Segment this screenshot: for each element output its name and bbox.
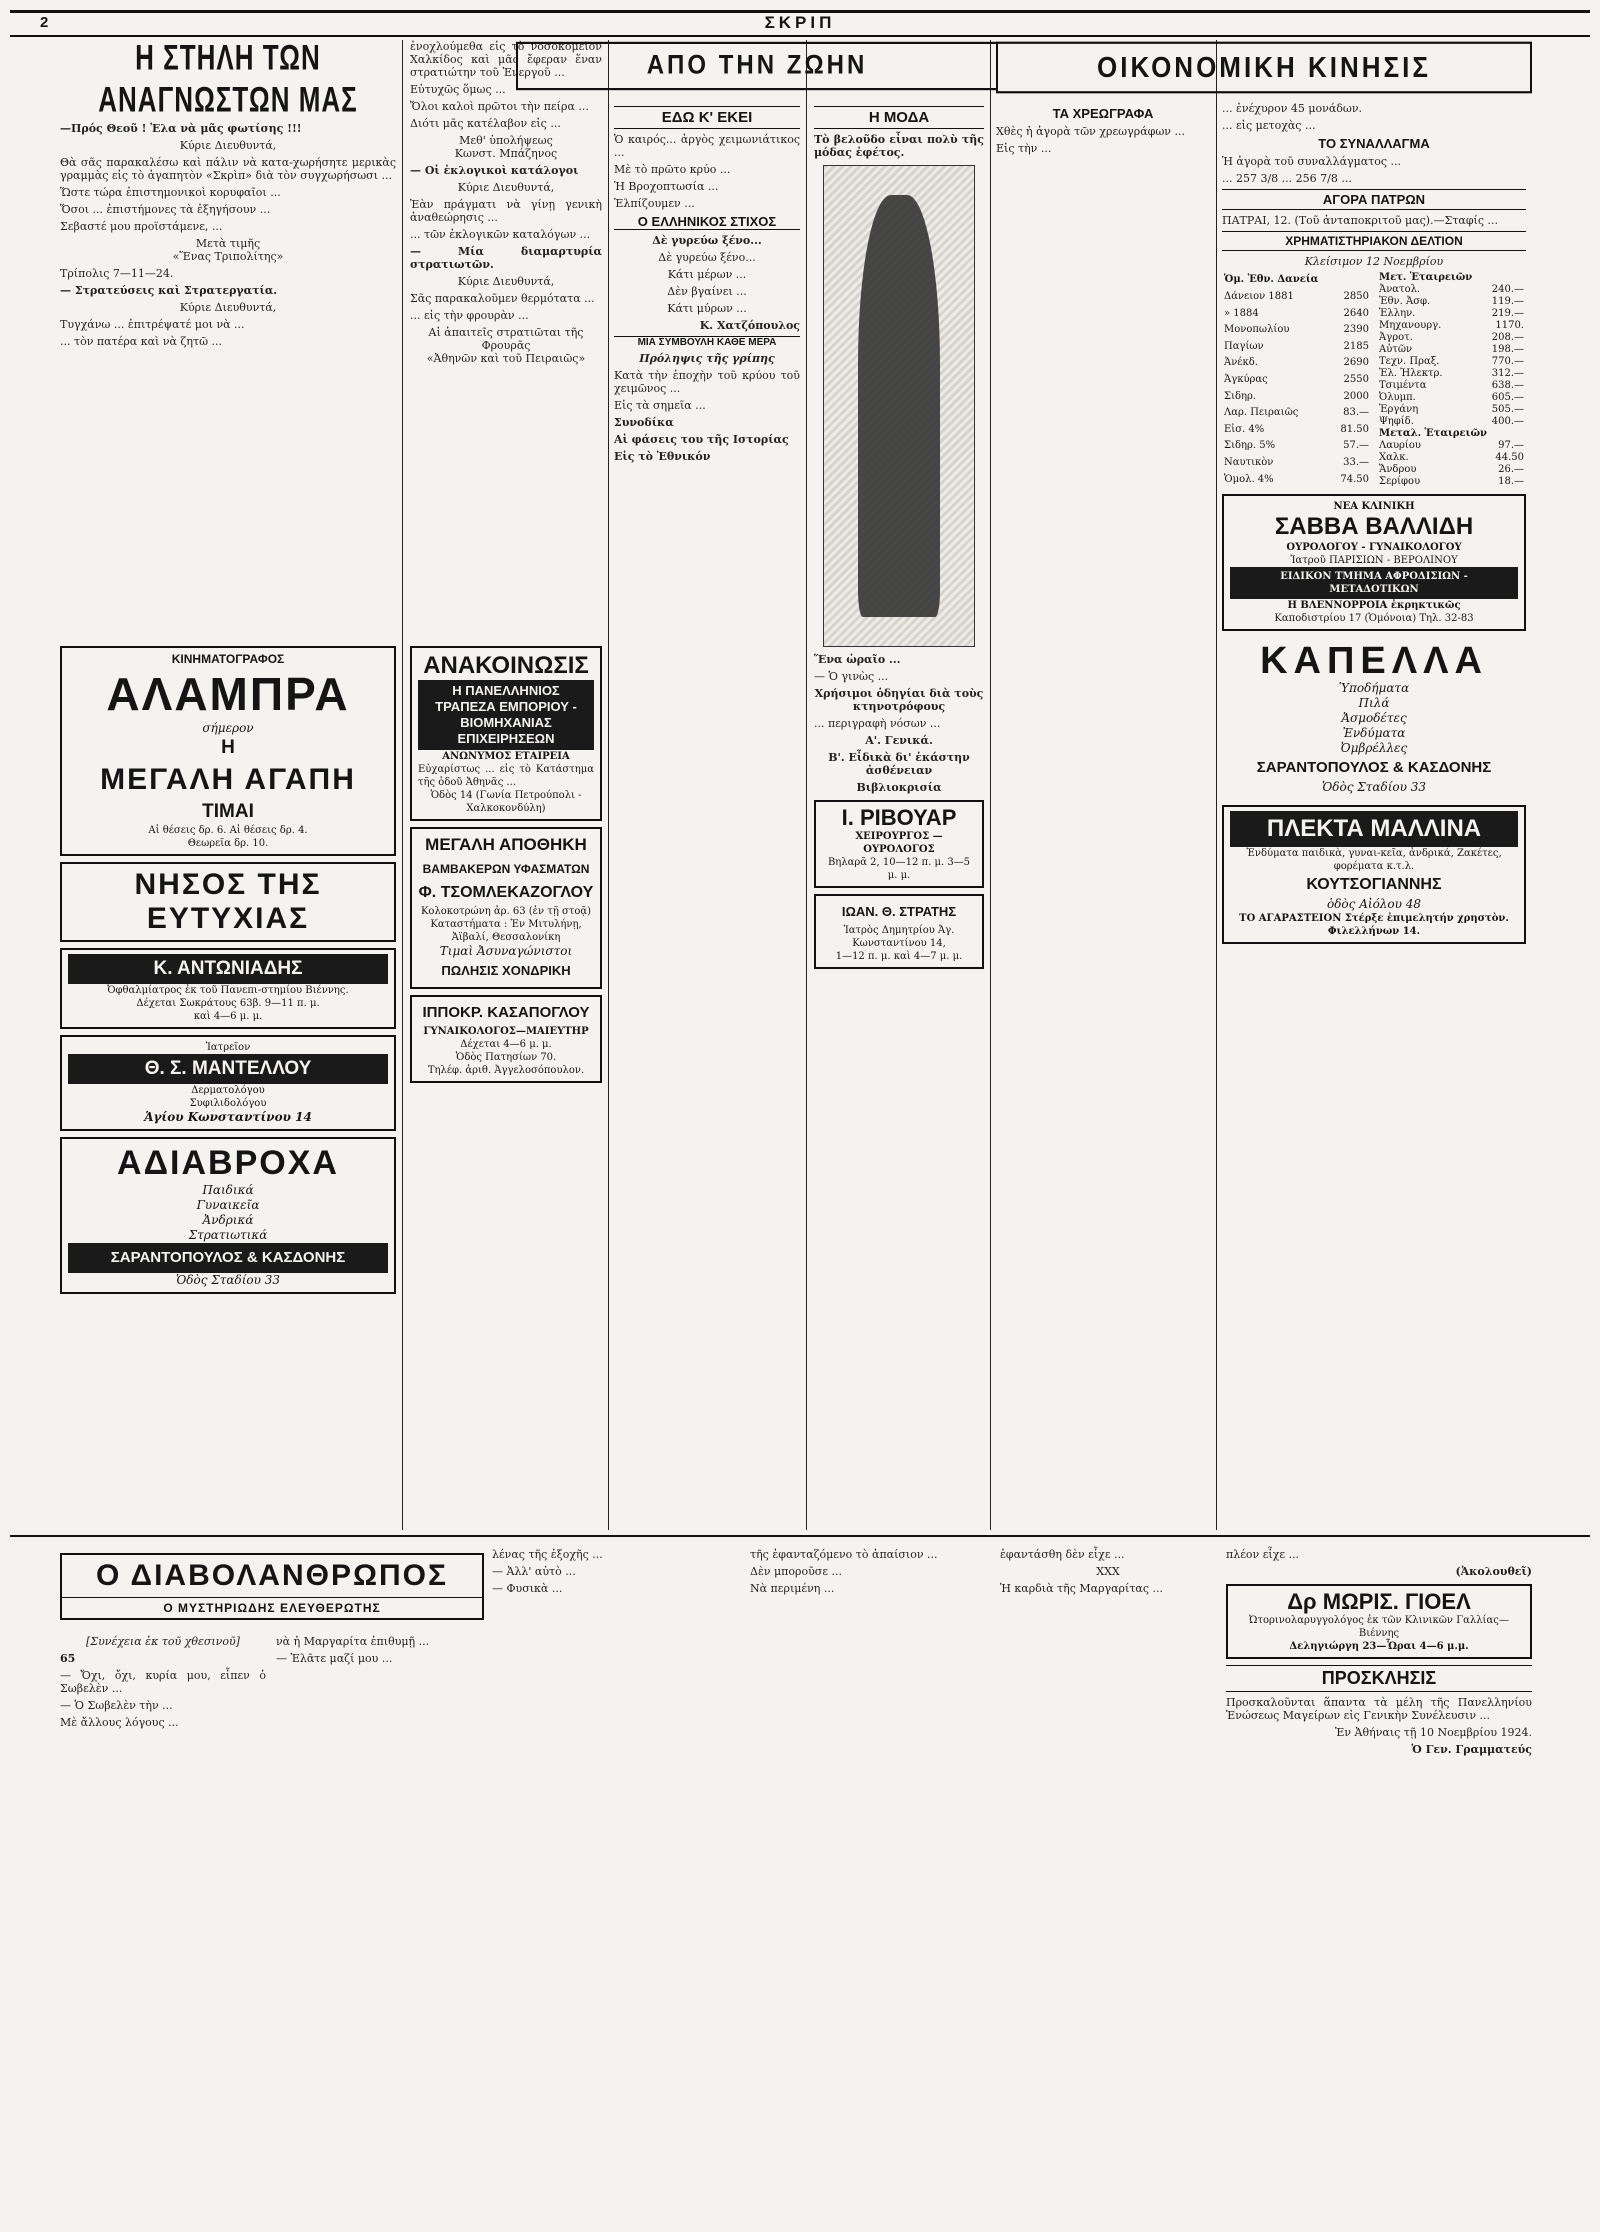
column-rule xyxy=(806,40,807,1530)
advice-title: Πρόληψις τῆς γρίπης xyxy=(639,352,775,365)
hats-line: Πιλά xyxy=(1358,696,1390,710)
rate-row xyxy=(1377,476,1526,488)
paragraph: ... τῶν ἐκλογικῶν καταλόγων ... xyxy=(410,228,591,241)
paragraph: Ὁ καιρός... ἀργὸς χειμωνιάτικος ... xyxy=(614,133,800,159)
paragraph: ... περιγραφὴ νόσων ... xyxy=(814,717,941,730)
cinema-film: ΜΕΓΑΛΗ ΑΓΑΠΗ xyxy=(100,763,356,796)
rate-value: 1170. xyxy=(1495,320,1524,331)
letters-column xyxy=(410,40,602,1530)
rate-name: Χαλκ. xyxy=(1379,452,1409,463)
rate-name: » 1884 xyxy=(1224,307,1259,319)
doctor-ad xyxy=(814,894,984,969)
raincoat-shop: ΣΑΡΑΝΤΟΠΟΥΛΟΣ & ΚΑΣΔΟΝΗΣ xyxy=(68,1243,388,1273)
rate-row xyxy=(1377,368,1526,380)
rate-name: Αὐτῶν xyxy=(1379,344,1413,355)
knitwear-note: ΤΟ ΑΓΑΡΑΣΤΕΙΟΝ Στέρξε ἐπιμελητήν χρηστὸν. Φιλελλήνων 14. xyxy=(1239,913,1509,937)
clinic-school: Ἰατροῦ ΠΑΡΙΣΙΩΝ - ΒΕΡΟΛΙΝΟΥ xyxy=(1290,555,1458,566)
raincoat-line: Ἀνδρικά xyxy=(202,1213,254,1227)
economy-col-b xyxy=(1222,102,1526,950)
rate-name: Ἐθν. Ἀσφ. xyxy=(1379,296,1431,307)
knitwear-address: ὁδὸς Αἰόλου 48 xyxy=(1326,897,1421,911)
cinema-tonight: σήμερον xyxy=(202,721,254,735)
rate-value: 74.50 xyxy=(1340,473,1369,485)
invitation-date: Ἐν Ἀθήναις τῇ 10 Νοεμβρίου 1924. xyxy=(1334,1726,1532,1739)
paragraph: ... 257 3/8 ... 256 7/8 ... xyxy=(1222,172,1352,185)
letter-title: —Πρός Θεοῦ ! Ἐλα νὰ μᾶς φωτίσης !!! xyxy=(60,122,302,135)
raincoat-ad xyxy=(60,1137,396,1294)
hats-title: ΚΑΠΕΛΛΑ xyxy=(1260,640,1488,682)
rate-value: 208.— xyxy=(1491,332,1524,343)
doctor-specialty: Δερματολόγου Συφιλιδολόγου xyxy=(189,1085,267,1109)
rate-name: Μονοπωλίου xyxy=(1224,324,1290,336)
rates-header: Μετ. Ἑταιρειῶν xyxy=(1379,272,1473,283)
paragraph: ... εἰς τὴν φρουρὰν ... xyxy=(410,309,529,322)
rate-row xyxy=(1377,284,1526,296)
raincoat-title: ΑΔΙΑΒΡΟΧΑ xyxy=(117,1144,339,1182)
economy-col-a xyxy=(996,102,1210,159)
ent-doctor-ad xyxy=(1226,1584,1532,1659)
readers-column xyxy=(60,37,396,1530)
rate-value: 81.50 xyxy=(1340,423,1369,435)
rate-value: 605.— xyxy=(1491,392,1524,403)
column-rule xyxy=(608,40,609,1530)
island-ad xyxy=(60,862,396,942)
raincoat-line: Στρατιωτικά xyxy=(188,1228,268,1242)
rate-name: Σιδηρ. 5% xyxy=(1224,440,1276,452)
rate-row xyxy=(1377,416,1526,428)
paragraph: νὰ ἡ Μαργαρίτα ἐπιθυμῇ ... xyxy=(276,1635,430,1648)
rate-name: Μηχανουργ. xyxy=(1379,320,1442,331)
rates-header: Ὁμ. Ἐθν. Δανεία xyxy=(1224,274,1319,286)
doctor-specialty: ΓΥΝΑΙΚΟΛΟΓΟΣ—ΜΑΙΕΥΤΗΡ xyxy=(423,1026,589,1037)
paragraph: Νὰ περιμένη ... xyxy=(750,1582,835,1595)
market-title: ΤΑ ΧΡΕΩΓΡΑΦΑ xyxy=(1052,106,1154,121)
serial-col-b xyxy=(276,1635,482,2215)
rate-name: Ἀγκύρας xyxy=(1224,373,1268,385)
letter-salute: Κύριε Διευθυντά, xyxy=(457,181,555,194)
sub-title: ΕΔΩ Κ' ΕΚΕΙ xyxy=(614,106,800,129)
rate-row xyxy=(1222,471,1371,488)
rates-table xyxy=(1222,272,1526,488)
notice-title: ΑΝΑΚΟΙΝΩΣΙΣ xyxy=(423,652,589,679)
paragraph: Ἐὰν πράγματι νὰ γίνῃ γενικὴ ἀναθεώρησις ... xyxy=(410,198,602,224)
paragraph: — Ἐλᾶτε μαζί μου ... xyxy=(276,1652,393,1665)
invitation-signature: Ὁ Γεν. Γραμματεύς xyxy=(1411,1743,1532,1756)
fashion-caption: Τὸ βελοῦδο εἶναι πολὺ τῆς μόδας ἐφέτος. xyxy=(814,133,984,159)
fashion-column xyxy=(814,40,984,1530)
rate-value: 219.— xyxy=(1491,308,1524,319)
rate-name: Λαυρίου xyxy=(1379,440,1421,451)
paragraph: Ἡ Βροχοπτωσία ... xyxy=(614,180,719,193)
rate-row xyxy=(1377,452,1526,464)
letter-salute: Κύριε Διευθυντά, xyxy=(179,301,277,314)
rate-row xyxy=(1222,388,1371,405)
serial-break: XXX xyxy=(1096,1565,1120,1578)
island-title: ΝΗΣΟΣ ΤΗΣ ΕΥΤΥΧΙΑΣ xyxy=(134,868,322,935)
doctor-hours: Δεληγιώργη 23—Ὧραι 4—6 μ.μ. xyxy=(1289,1641,1469,1652)
bank-name: Η ΠΑΝΕΛΛΗΝΙΟΣ ΤΡΑΠΕΖΑ ΕΜΠΟΡΙΟΥ - ΒΙΟΜΗΧΑΝΙΑΣ ΕΠΙΧΕΙΡΗΣΕΩΝ xyxy=(418,680,594,750)
section-title: ΑΠΟ ΤΗΝ ΖΩΗΝ xyxy=(516,42,998,90)
middle-ads xyxy=(410,640,602,1089)
knitwear-title: ΠΛΕΚΤΑ ΜΑΛΛΙΝΑ xyxy=(1230,811,1518,847)
economy-section xyxy=(996,40,1532,1530)
rates-header: Μεταλ. Ἑταιρειῶν xyxy=(1379,428,1487,439)
rate-name: Σερίφου xyxy=(1379,476,1421,487)
clinic-dept: ΕΙΔΙΚΟΝ ΤΜΗΜΑ ΑΦΡΟΔΙΣΙΩΝ - ΜΕΤΑΔΟΤΙΚΩΝ xyxy=(1230,567,1518,599)
rate-value: 505.— xyxy=(1491,404,1524,415)
clinic-ad xyxy=(1222,494,1526,631)
poem-title: Δὲ γυρεύω ξένο... xyxy=(652,234,762,247)
paragraph: πλέον εἶχε ... xyxy=(1226,1548,1300,1561)
paragraph: ἐνοχλούμεθα εἰς τὸ νοσοκομεῖον Χαλκίδος καὶ μᾶς ἔφεραν ἕναν στρατιώτην τοῦ Ἐνεργοῦ ... xyxy=(410,40,602,79)
rate-name: Εἰσ. 4% xyxy=(1224,423,1265,435)
cinema-label: ΚΙΝΗΜΑΤΟΓΡΑΦΟΣ xyxy=(171,652,285,666)
paragraph: Χθὲς ἡ ἀγορὰ τῶν χρεωγράφων ... xyxy=(996,125,1185,138)
rate-row xyxy=(1222,421,1371,438)
rates-right xyxy=(1377,272,1526,488)
gynecologist-ad xyxy=(410,995,602,1083)
doctor-name: Ι. ΡΙΒΟΥΑΡ xyxy=(841,805,957,830)
rates-left xyxy=(1222,272,1371,488)
rate-row xyxy=(1222,405,1371,422)
paragraph: — Ὄχι, ὄχι, κυρία μου, εἶπεν ὁ Σωβελὲν ... xyxy=(60,1669,266,1695)
rate-row xyxy=(1377,356,1526,368)
rate-value: 2690 xyxy=(1343,357,1369,369)
paragraph: Ὥστε τώρα ἐπιστημονικοὶ κορυφαῖοι ... xyxy=(60,186,281,199)
cinema-ad xyxy=(60,646,396,856)
paragraph: — Ὁ γινὼς ... xyxy=(814,670,889,683)
paragraph: Κατὰ τὴν ἐποχὴν τοῦ κρύου τοῦ χειμῶνος ... xyxy=(614,369,800,395)
cinema-the: Η xyxy=(221,737,235,758)
rate-value: 400.— xyxy=(1491,416,1524,427)
fashion-note: Ἕνα ὡραῖο ... xyxy=(814,653,901,666)
hats-line: Ἐνδύματα xyxy=(1342,726,1406,740)
rate-value: 57.— xyxy=(1343,440,1369,452)
doctor-hours: Δέχεται 4—6 μ. μ. Ὁδὸς Πατησίων 70. xyxy=(455,1039,557,1063)
left-ads xyxy=(60,640,396,1300)
rate-name: Ὁμολ. 4% xyxy=(1224,473,1274,485)
rate-row xyxy=(1377,392,1526,404)
doctor-name: ΙΩΑΝ. Θ. ΣΤΡΑΤΗΣ xyxy=(841,904,957,919)
paragraph: Ἡ ἀγορὰ τοῦ συναλλάγματος ... xyxy=(1222,155,1402,168)
invitation-title: ΠΡΟΣΚΛΗΣΙΣ xyxy=(1226,1665,1532,1692)
paragraph: Θὰ σᾶς παρακαλέσω καὶ πάλιν νὰ κατα-χωρήσητε μερικὰς γραμμὰς εἰς τὸ ἀγαπητὸν «Σκρὶπ» διὰ τὸν συγχωρήσωσι ... xyxy=(60,156,396,182)
rate-name: Τεχν. Πραξ. xyxy=(1379,356,1440,367)
notes-label: Αἱ φάσεις του τῆς Ιστορίας xyxy=(614,433,789,446)
rate-value: 638.— xyxy=(1491,380,1524,391)
rate-value: 2390 xyxy=(1343,324,1369,336)
notes-label: Συνοδίκα xyxy=(614,416,674,429)
paragraph: Εὐτυχῶς ὅμως ... xyxy=(410,83,506,96)
column-rule xyxy=(990,40,991,1530)
rate-value: 44.50 xyxy=(1495,452,1524,463)
rate-name: Ἀνέκδ. xyxy=(1224,357,1258,369)
letter-signature: Αἱ ἀπαιτεῖς στρατιῶται τῆς Φρουρᾶς «Ἀθηνῶν καὶ τοῦ Πειραιῶς» xyxy=(426,326,586,365)
paragraph: λένας τῆς ἐξοχῆς ... xyxy=(492,1548,603,1561)
rate-name: Ἐλ. Ἠλεκτρ. xyxy=(1379,368,1443,379)
rate-row xyxy=(1377,404,1526,416)
serial-continued: [Συνέχεια ἐκ τοῦ χθεσινοῦ] xyxy=(86,1635,240,1648)
doctor-hours: Δέχεται Σωκράτους 63β. 9—11 π. μ. καὶ 4—6 μ. μ. xyxy=(136,998,320,1022)
rate-value: 240.— xyxy=(1491,284,1524,295)
cinema-prices-label: ΤΙΜΑΙ xyxy=(202,801,254,822)
rate-name: Ἐργάνη xyxy=(1379,404,1419,415)
paragraph: — Φυσικὰ ... xyxy=(492,1582,563,1595)
serial-continues: (Ἀκολουθεῖ) xyxy=(1455,1565,1532,1578)
rate-value: 312.— xyxy=(1491,368,1524,379)
doctor-phone: Τηλέφ. ἀριθ. Ἀγγελοσόπουλον. xyxy=(427,1065,585,1076)
paragraph: Ἐλπίζουμεν ... xyxy=(614,197,695,210)
bank-address: Ὁδὸς 14 (Γωνία Πετρούπολι - Χαλκοκονδύλη) xyxy=(430,790,582,814)
paragraph: Τυγχάνω ... ἐπιτρέψατέ μοι νὰ ... xyxy=(60,318,245,331)
advice-label: ΜΙΑ ΣΥΜΒΟΥΛΗ ΚΑΘΕ ΜΕΡΑ xyxy=(614,336,800,348)
masthead xyxy=(10,10,1590,37)
paragraph: Ἡ καρδιὰ τῆς Μαργαρίτας ... xyxy=(1000,1582,1163,1595)
letter-salute: Κύριε Διευθυντά, xyxy=(457,275,555,288)
hats-line: Ὀμβρέλλες xyxy=(1340,741,1408,755)
rate-name: Ἀγροτ. xyxy=(1379,332,1413,343)
exchange-title: ΤΟ ΣΥΝΑΛΛΑΓΜΑ xyxy=(1318,136,1430,151)
surgeon-ad xyxy=(814,800,984,888)
warehouse-note: Καταστήματα : Ἐν Μιτυλήνῃ, Ἀϊβαλί, Θεσσαλονίκη xyxy=(430,919,582,943)
rate-value: 18.— xyxy=(1498,476,1524,487)
cinema-name: ΑΛΑΜΠΡΑ xyxy=(106,668,350,720)
article-subhead: Β'. Εἶδικὰ δι' ἑκάστην ἀσθένειαν xyxy=(828,751,970,777)
poem-line: Κάτι μέρων ... xyxy=(667,268,747,281)
rate-name: Ἀνατολ. xyxy=(1379,284,1421,295)
paragraph: Εἰς τὰ σημεῖα ... xyxy=(614,399,706,412)
letter-signature: Μεθ' ὑπολήψεως Κωνστ. Μπάζηνος xyxy=(454,134,558,160)
clinic-dept: Η ΒΛΕΝΝΟΡΡΟΙΑ ἐκρηκτικῶς xyxy=(1287,600,1461,611)
raincoat-line: Γυναικεῖα xyxy=(196,1198,260,1212)
doctor-name: Δρ ΜΩΡΙΣ. ΓΙΟΕΛ xyxy=(1287,1589,1471,1614)
hats-line: Ἀσμοδέτες xyxy=(1341,711,1407,725)
hats-address: Ὁδὸς Σταδίου 33 xyxy=(1321,780,1427,794)
doctor-ad xyxy=(60,1035,396,1131)
rate-row xyxy=(1377,344,1526,356)
paragraph: Σεβαστέ μου προϊστάμενε, ... xyxy=(60,220,223,233)
warehouse-sale: ΠΩΛΗΣΙΣ ΧΟΝΔΡΙΚΗ xyxy=(441,963,571,978)
warehouse-title: ΜΕΓΑΛΗ ΑΠΟΘΗΚΗ xyxy=(425,835,587,854)
serial-col-f xyxy=(1226,1548,1532,2218)
section-title: ΟΙΚΟΝΟΜΙΚΗ ΚΙΝΗΣΙΣ xyxy=(996,42,1532,94)
serial-col-a xyxy=(60,1635,266,2215)
raincoat-address: Ὁδὸς Σταδίου 33 xyxy=(175,1273,281,1287)
paper-name: ΣΚΡΙΠ xyxy=(764,13,836,32)
rate-value: 2850 xyxy=(1343,290,1369,302)
rate-row xyxy=(1222,305,1371,322)
paragraph: Ὅλοι καλοὶ πρῶτοι τὴν πείρα ... xyxy=(410,100,589,113)
bank-type: ΑΝΩΝΥΜΟΣ ΕΤΑΙΡΕΙΑ xyxy=(442,751,570,762)
fashion-figure-icon xyxy=(858,195,941,617)
clinic-label: ΝΕΑ ΚΛΙΝΙΚΗ xyxy=(1333,501,1415,512)
rate-name: Ναυτικὸν xyxy=(1224,457,1274,468)
warehouse-address: Κολοκοτρώνη ἀρ. 63 (ἐν τῇ στοᾷ) xyxy=(420,906,592,917)
section-title: Η ΜΟΔΑ xyxy=(814,106,984,129)
rate-row xyxy=(1377,464,1526,476)
warehouse-ad xyxy=(410,827,602,989)
hats-line: Ὑποδήματα xyxy=(1338,681,1410,695)
paragraph: ... ἐνέχυρον 45 μονάδων. xyxy=(1222,102,1363,115)
rate-name: Παγίων xyxy=(1224,340,1264,352)
rate-value: 2640 xyxy=(1343,307,1369,319)
rate-value: 770.— xyxy=(1491,356,1524,367)
warehouse-owner: Φ. ΤΣΟΜΛΕΚΑΖΟΓΛΟΥ xyxy=(418,884,594,901)
serial-episode: 65 xyxy=(60,1652,76,1665)
letter-date: Τρίπολις 7—11—24. xyxy=(60,267,174,280)
rate-row xyxy=(1377,320,1526,332)
bulletin-date: Κλείσιμον 12 Νοεμβρίου xyxy=(1304,255,1444,268)
poem-line: Κάτι μύρων ... xyxy=(667,302,747,315)
rate-value: 2550 xyxy=(1343,373,1369,385)
doctor-ad xyxy=(60,948,396,1029)
poem-line: Δὲ γυρεύω ξένο... xyxy=(658,251,756,264)
raincoat-line: Παιδικά xyxy=(202,1183,254,1197)
rate-value: 2000 xyxy=(1343,390,1369,402)
article-subhead: Α'. Γενικά. xyxy=(865,734,933,747)
doctor-name: Θ. Σ. ΜΑΝΤΕΛΛΟΥ xyxy=(68,1054,388,1084)
bulletin-title: ΧΡΗΜΑΤΙΣΤΗΡΙΑΚΟΝ ΔΕΛΤΙΟΝ xyxy=(1222,231,1526,251)
paragraph: Εἰς τὴν ... xyxy=(996,142,1052,155)
rate-row xyxy=(1377,308,1526,320)
rate-row xyxy=(1222,355,1371,372)
rate-name: Ἑλλην. xyxy=(1379,308,1416,319)
serial-col-d xyxy=(750,1548,990,2218)
knitwear-body: Ἐνδύματα παιδικὰ, γυναι-κεῖα, ἀνδρικά, Ζακέτες, φορέματα κ.τ.λ. xyxy=(1246,848,1502,872)
paragraph: — Ὁ Σωβελὲν τὴν ... xyxy=(60,1699,173,1712)
rate-name: Ἄνδρου xyxy=(1379,464,1417,475)
paragraph: ΠΑΤΡΑΙ, 12. (Τοῦ ἀνταποκριτοῦ μας).—Σταφίς ... xyxy=(1222,214,1498,227)
page-number: 2 xyxy=(40,14,49,31)
letter-title: — Οἱ ἐκλογικοὶ κατάλογοι xyxy=(410,164,579,177)
clinic-address: Καποδιστρίου 17 (Ὁμόνοια) Τηλ. 32-83 xyxy=(1274,613,1474,624)
fashion-illustration xyxy=(823,165,975,647)
letter-salute: Κύριε Διευθυντά, xyxy=(179,139,277,152)
rate-value: 2185 xyxy=(1343,340,1369,352)
hats-shop: ΣΑΡΑΝΤΟΠΟΥΛΟΣ & ΚΑΣΔΟΝΗΣ xyxy=(1256,759,1492,776)
column-rule xyxy=(402,40,403,1530)
rate-row xyxy=(1377,332,1526,344)
rate-value: 33.— xyxy=(1343,457,1369,468)
poetry-title: Ο ΕΛΛΗΝΙΚΟΣ ΣΤΙΧΟΣ xyxy=(614,214,800,230)
warehouse-goods: ΒΑΜΒΑΚΕΡΩΝ ΥΦΑΣΜΑΤΩΝ xyxy=(422,862,590,876)
doctor-name: ΙΠΠΟΚΡ. ΚΑΣΑΠΟΓΛΟΥ xyxy=(422,1004,590,1021)
article-title: Χρήσιμοι ὁδηγίαι διὰ τοὺς κτηνοτρόφους xyxy=(814,687,984,713)
rate-name: Σιδηρ. xyxy=(1224,390,1257,402)
paragraph: — Ἀλλ' αὐτὸ ... xyxy=(492,1565,576,1578)
rate-row xyxy=(1222,455,1371,472)
paragraph: ... τὸν πατέρα καὶ νὰ ζητῶ ... xyxy=(60,335,223,348)
doctor-specialty: ΧΕΙΡΟΥΡΓΟΣ — ΟΥΡΟΛΟΓΟΣ xyxy=(855,831,943,855)
doctor-name: Κ. ΑΝΤΩΝΙΑΔΗΣ xyxy=(68,954,388,984)
serial-col-e xyxy=(1000,1548,1216,2218)
serial-col-c xyxy=(492,1548,740,2218)
rate-value: 83.— xyxy=(1343,407,1369,419)
rate-row xyxy=(1222,338,1371,355)
doctor-address: Ἰατρὸς Δημητρίου Ἀγ. Κωνσταντίνου 14, 1—12 π. μ. καὶ 4—7 μ. μ. xyxy=(835,925,963,962)
poem-author: Κ. Χατζόπουλος xyxy=(699,319,800,332)
cinema-prices: Αἱ θέσεις δρ. 6. Αἱ θέσεις δρ. 4. Θεωρεῖα δρ. 10. xyxy=(148,825,308,849)
paragraph: Διότι μᾶς κατέλαβον εἰς ... xyxy=(410,117,561,130)
knitwear-shop: ΚΟΥΤΣΟΓΙΑΝΝΗΣ xyxy=(1306,876,1442,893)
rate-value: 26.— xyxy=(1498,464,1524,475)
book-review-title: Βιβλιοκρισία xyxy=(856,781,942,794)
clinic-specialty: ΟΥΡΟΛΟΓΟΥ - ΓΥΝΑΙΚΟΛΟΓΟΥ xyxy=(1286,542,1462,553)
rate-name: Δάνειον 1881 xyxy=(1224,290,1294,302)
doctor-specialty: Ὠτορινολαρυγγολόγος ἐκ τῶν Κλινικῶν Γαλλίας—Βιέννης xyxy=(1249,1615,1509,1639)
section-title: Η ΣΤΗΛΗ ΤΩΝ ΑΝΑΓΝΩΣΤΩΝ ΜΑΣ xyxy=(98,37,358,120)
doctor-address: Ἁγίου Κωνσταντίνου 14 xyxy=(144,1110,312,1124)
doctor-label: Ἰατρεῖον xyxy=(205,1042,251,1053)
paragraph: Ὅσοι ... ἐπιστήμονες τὰ ἐξηγήσουν ... xyxy=(60,203,271,216)
rate-row xyxy=(1377,380,1526,392)
serial-title: Ο ΔΙΑΒΟΛΑΝΘΡΩΠΟΣ xyxy=(95,1559,449,1592)
bank-body: Εὐχαρίστως ... εἰς τὸ Κατάστημα τῆς ὁδοῦ Ἀθηνᾶς ... xyxy=(418,764,594,788)
notes-label: Εἰς τὸ Ἐθνικόν xyxy=(614,450,711,463)
rate-value: 97.— xyxy=(1498,440,1524,451)
knitwear-ad xyxy=(1222,805,1526,944)
warehouse-prices: Τιμαὶ Ἀσυναγώνιστοι xyxy=(439,944,573,958)
rate-row xyxy=(1377,296,1526,308)
rate-row xyxy=(1222,289,1371,306)
paragraph: Σᾶς παρακαλοῦμεν θερμότατα ... xyxy=(410,292,595,305)
rate-row xyxy=(1222,372,1371,389)
rate-name: Λαρ. Πειραιῶς xyxy=(1224,407,1299,419)
serial-subtitle: Ο ΜΥΣΤΗΡΙΩΔΗΣ ΕΛΕΥΘΕΡΩΤΗΣ xyxy=(62,1597,482,1618)
letter-title: — Μία διαμαρτυρία στρατιωτῶν. xyxy=(410,245,602,271)
paragraph: τῆς ἐφανταζόμενο τὸ ἀπαίσιον ... xyxy=(750,1548,938,1561)
clinic-name: ΣΑΒΒΑ ΒΑΛΛΙΔΗ xyxy=(1274,513,1474,540)
patras-title: ΑΓΟΡΑ ΠΑΤΡΩΝ xyxy=(1222,189,1526,210)
rate-value: 198.— xyxy=(1491,344,1524,355)
paragraph: Μὲ ἄλλους λόγους ... xyxy=(60,1716,179,1729)
serial-header xyxy=(60,1553,484,1620)
doctor-address: Βηλαρᾶ 2, 10—12 π. μ. 3—5 μ. μ. xyxy=(827,857,971,881)
doctor-specialty: Ὀφθαλμίατρος ἐκ τοῦ Πανεπι-στημίου Βιέννης. xyxy=(107,985,349,996)
letter-signature: Μετὰ τιμῆς «Ἕνας Τριπολίτης» xyxy=(172,237,284,263)
serial-divider xyxy=(10,1535,1590,1537)
invitation-body: Προσκαλοῦνται ἅπαντα τὰ μέλη τῆς Πανελληνίου Ἑνώσεως Μαγείρων εἰς Γενικὴν Συνέλευσιν ... xyxy=(1226,1696,1532,1722)
paragraph: Μὲ τὸ πρῶτο κρύο ... xyxy=(614,163,731,176)
rate-row xyxy=(1222,438,1371,455)
rate-row xyxy=(1377,440,1526,452)
paragraph: Δὲν μποροῦσε ... xyxy=(750,1565,843,1578)
paragraph: ... εἰς μετοχὰς ... xyxy=(1222,119,1316,132)
paragraph: ἐφαντάσθη δὲν εἶχε ... xyxy=(1000,1548,1125,1561)
bank-notice xyxy=(410,646,602,821)
hats-ad xyxy=(1222,637,1526,799)
rate-value: 119.— xyxy=(1491,296,1524,307)
rate-name: Ψηφίδ. xyxy=(1379,416,1414,427)
rate-row xyxy=(1222,322,1371,339)
rate-name: Ὀλυμπ. xyxy=(1379,392,1416,403)
poem-line: Δὲν βγαίνει ... xyxy=(667,285,747,298)
letter-title: — Στρατεύσεις καὶ Στρατεργατία. xyxy=(60,284,278,297)
rate-name: Τσιμέντα xyxy=(1379,380,1427,391)
